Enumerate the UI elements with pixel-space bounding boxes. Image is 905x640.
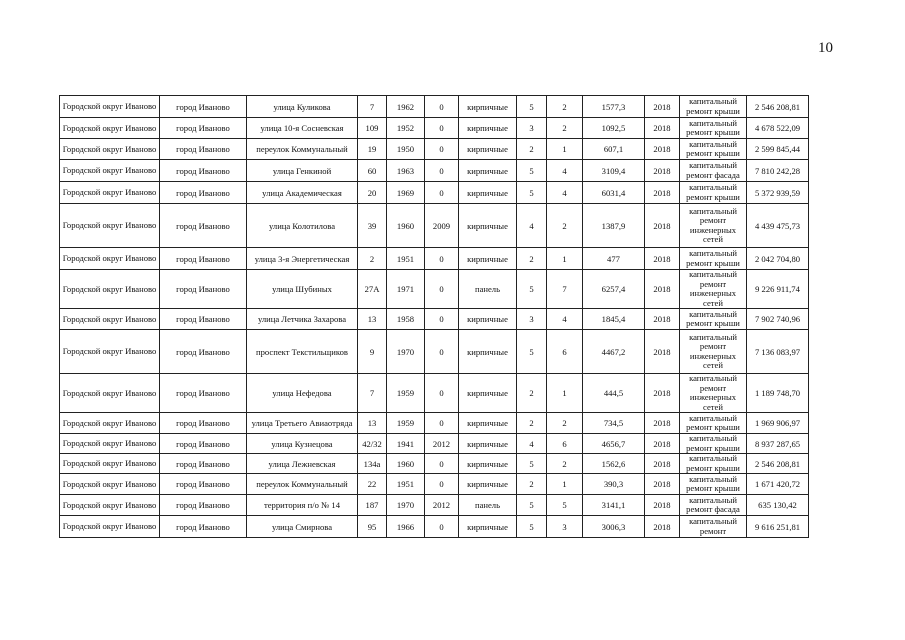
year-built-cell: 1951: [387, 474, 425, 495]
house-number-cell: 2: [358, 248, 387, 270]
entrances-cell: 1: [547, 139, 583, 160]
cost-cell: 7 810 242,28: [747, 160, 809, 182]
floors-cell: 2: [517, 413, 547, 434]
entrances-cell: 1: [547, 248, 583, 270]
area-cell: 1562,6: [583, 454, 645, 474]
entrances-cell: 5: [547, 495, 583, 516]
floors-cell: 4: [517, 204, 547, 248]
okrug-cell: Городской округ Иваново: [60, 248, 160, 270]
plan-year-cell: 2018: [645, 248, 680, 270]
floors-cell: 2: [517, 474, 547, 495]
cost-cell: 1 189 748,70: [747, 374, 809, 413]
okrug-cell: Городской округ Иваново: [60, 413, 160, 434]
okrug-cell: Городской округ Иваново: [60, 374, 160, 413]
entrances-cell: 6: [547, 434, 583, 454]
page-number: 10: [818, 40, 833, 56]
plan-year-cell: 2018: [645, 495, 680, 516]
plan-year-cell: 2018: [645, 434, 680, 454]
year-renovated-cell: 2012: [425, 434, 459, 454]
year-built-cell: 1962: [387, 96, 425, 118]
cost-cell: 8 937 287,65: [747, 434, 809, 454]
house-number-cell: 22: [358, 474, 387, 495]
year-renovated-cell: 0: [425, 330, 459, 374]
floors-cell: 5: [517, 270, 547, 309]
city-cell: город Иваново: [160, 270, 247, 309]
work-type-cell: капитальный ремонт инженерных сетей: [680, 270, 747, 309]
floors-cell: 2: [517, 374, 547, 413]
okrug-cell: Городской округ Иваново: [60, 434, 160, 454]
house-number-cell: 187: [358, 495, 387, 516]
wall-material-cell: кирпичные: [459, 118, 517, 139]
table-row: [60, 374, 809, 413]
table-row: [60, 182, 809, 204]
cost-cell: 635 130,42: [747, 495, 809, 516]
wall-material-cell: панель: [459, 270, 517, 309]
cost-cell: 9 616 251,81: [747, 516, 809, 538]
work-type-cell: капитальный ремонт инженерных сетей: [680, 330, 747, 374]
year-renovated-cell: 0: [425, 374, 459, 413]
okrug-cell: Городской округ Иваново: [60, 204, 160, 248]
wall-material-cell: кирпичные: [459, 330, 517, 374]
cost-cell: 4 678 522,09: [747, 118, 809, 139]
year-built-cell: 1950: [387, 139, 425, 160]
cost-cell: 5 372 939,59: [747, 182, 809, 204]
street-cell: улица Нефедова: [247, 374, 358, 413]
city-cell: город Иваново: [160, 454, 247, 474]
street-cell: улица Лежневская: [247, 454, 358, 474]
table-row: [60, 204, 809, 248]
year-built-cell: 1969: [387, 182, 425, 204]
table-row: [60, 454, 809, 474]
wall-material-cell: кирпичные: [459, 454, 517, 474]
floors-cell: 4: [517, 434, 547, 454]
city-cell: город Иваново: [160, 139, 247, 160]
city-cell: город Иваново: [160, 118, 247, 139]
table-row: [60, 96, 809, 118]
area-cell: 477: [583, 248, 645, 270]
year-built-cell: 1959: [387, 374, 425, 413]
floors-cell: 5: [517, 330, 547, 374]
area-cell: 3141,1: [583, 495, 645, 516]
house-number-cell: 109: [358, 118, 387, 139]
okrug-cell: Городской округ Иваново: [60, 495, 160, 516]
work-type-cell: капитальный ремонт фасада: [680, 495, 747, 516]
floors-cell: 5: [517, 454, 547, 474]
year-renovated-cell: 0: [425, 182, 459, 204]
house-number-cell: 39: [358, 204, 387, 248]
year-renovated-cell: 0: [425, 516, 459, 538]
work-type-cell: капитальный ремонт: [680, 516, 747, 538]
wall-material-cell: кирпичные: [459, 139, 517, 160]
okrug-cell: Городской округ Иваново: [60, 96, 160, 118]
plan-year-cell: 2018: [645, 516, 680, 538]
entrances-cell: 2: [547, 413, 583, 434]
year-renovated-cell: 0: [425, 139, 459, 160]
cost-cell: 9 226 911,74: [747, 270, 809, 309]
table-body: [60, 96, 809, 538]
okrug-cell: Городской округ Иваново: [60, 516, 160, 538]
work-type-cell: капитальный ремонт инженерных сетей: [680, 374, 747, 413]
year-renovated-cell: 0: [425, 96, 459, 118]
entrances-cell: 4: [547, 309, 583, 330]
okrug-cell: Городской округ Иваново: [60, 474, 160, 495]
street-cell: улица 10-я Сосневская: [247, 118, 358, 139]
area-cell: 3006,3: [583, 516, 645, 538]
house-number-cell: 7: [358, 374, 387, 413]
cost-cell: 4 439 475,73: [747, 204, 809, 248]
area-cell: 1387,9: [583, 204, 645, 248]
wall-material-cell: панель: [459, 495, 517, 516]
house-number-cell: 13: [358, 413, 387, 434]
city-cell: город Иваново: [160, 474, 247, 495]
work-type-cell: капитальный ремонт крыши: [680, 139, 747, 160]
entrances-cell: 6: [547, 330, 583, 374]
year-renovated-cell: 0: [425, 474, 459, 495]
plan-year-cell: 2018: [645, 374, 680, 413]
work-type-cell: капитальный ремонт крыши: [680, 182, 747, 204]
work-type-cell: капитальный ремонт крыши: [680, 413, 747, 434]
year-built-cell: 1952: [387, 118, 425, 139]
okrug-cell: Городской округ Иваново: [60, 118, 160, 139]
year-built-cell: 1958: [387, 309, 425, 330]
year-built-cell: 1960: [387, 454, 425, 474]
cost-cell: 2 546 208,81: [747, 454, 809, 474]
street-cell: проспект Текстильщиков: [247, 330, 358, 374]
work-type-cell: капитальный ремонт крыши: [680, 434, 747, 454]
area-cell: 3109,4: [583, 160, 645, 182]
year-renovated-cell: 0: [425, 118, 459, 139]
cost-cell: 2 042 704,80: [747, 248, 809, 270]
street-cell: улица Шубиных: [247, 270, 358, 309]
cost-cell: 7 136 083,97: [747, 330, 809, 374]
table-row: [60, 434, 809, 454]
city-cell: город Иваново: [160, 330, 247, 374]
street-cell: улица Третьего Авиаотряда: [247, 413, 358, 434]
housing-repair-table: [59, 95, 809, 538]
work-type-cell: капитальный ремонт крыши: [680, 96, 747, 118]
house-number-cell: 60: [358, 160, 387, 182]
table-row: [60, 495, 809, 516]
entrances-cell: 1: [547, 474, 583, 495]
year-built-cell: 1971: [387, 270, 425, 309]
table-row: [60, 139, 809, 160]
plan-year-cell: 2018: [645, 413, 680, 434]
year-built-cell: 1963: [387, 160, 425, 182]
plan-year-cell: 2018: [645, 309, 680, 330]
area-cell: 1577,3: [583, 96, 645, 118]
wall-material-cell: кирпичные: [459, 96, 517, 118]
city-cell: город Иваново: [160, 374, 247, 413]
floors-cell: 2: [517, 139, 547, 160]
cost-cell: 7 902 740,96: [747, 309, 809, 330]
house-number-cell: 20: [358, 182, 387, 204]
city-cell: город Иваново: [160, 248, 247, 270]
year-renovated-cell: 0: [425, 270, 459, 309]
wall-material-cell: кирпичные: [459, 160, 517, 182]
area-cell: 1845,4: [583, 309, 645, 330]
plan-year-cell: 2018: [645, 270, 680, 309]
street-cell: улица Академическая: [247, 182, 358, 204]
work-type-cell: капитальный ремонт фасада: [680, 160, 747, 182]
street-cell: улица Колотилова: [247, 204, 358, 248]
city-cell: город Иваново: [160, 434, 247, 454]
year-built-cell: 1959: [387, 413, 425, 434]
house-number-cell: 27А: [358, 270, 387, 309]
plan-year-cell: 2018: [645, 454, 680, 474]
plan-year-cell: 2018: [645, 139, 680, 160]
wall-material-cell: кирпичные: [459, 309, 517, 330]
wall-material-cell: кирпичные: [459, 248, 517, 270]
okrug-cell: Городской округ Иваново: [60, 182, 160, 204]
street-cell: переулок Коммунальный: [247, 474, 358, 495]
street-cell: улица Кузнецова: [247, 434, 358, 454]
street-cell: улица Летчика Захарова: [247, 309, 358, 330]
house-number-cell: 7: [358, 96, 387, 118]
year-built-cell: 1960: [387, 204, 425, 248]
table-row: [60, 118, 809, 139]
area-cell: 734,5: [583, 413, 645, 434]
okrug-cell: Городской округ Иваново: [60, 270, 160, 309]
floors-cell: 5: [517, 495, 547, 516]
table-row: [60, 270, 809, 309]
entrances-cell: 2: [547, 96, 583, 118]
year-built-cell: 1970: [387, 330, 425, 374]
area-cell: 607,1: [583, 139, 645, 160]
table-row: [60, 413, 809, 434]
area-cell: 444,5: [583, 374, 645, 413]
city-cell: город Иваново: [160, 160, 247, 182]
entrances-cell: 2: [547, 454, 583, 474]
street-cell: улица Генкиной: [247, 160, 358, 182]
entrances-cell: 1: [547, 374, 583, 413]
house-number-cell: 134а: [358, 454, 387, 474]
table-row: [60, 248, 809, 270]
floors-cell: 5: [517, 96, 547, 118]
work-type-cell: капитальный ремонт крыши: [680, 454, 747, 474]
table-row: [60, 160, 809, 182]
year-renovated-cell: 0: [425, 309, 459, 330]
city-cell: город Иваново: [160, 204, 247, 248]
city-cell: город Иваново: [160, 182, 247, 204]
work-type-cell: капитальный ремонт крыши: [680, 118, 747, 139]
year-built-cell: 1970: [387, 495, 425, 516]
cost-cell: 2 599 845,44: [747, 139, 809, 160]
house-number-cell: 9: [358, 330, 387, 374]
area-cell: 4467,2: [583, 330, 645, 374]
table-row: [60, 330, 809, 374]
area-cell: 6031,4: [583, 182, 645, 204]
floors-cell: 5: [517, 160, 547, 182]
year-renovated-cell: 0: [425, 160, 459, 182]
city-cell: город Иваново: [160, 309, 247, 330]
cost-cell: 1 671 420,72: [747, 474, 809, 495]
okrug-cell: Городской округ Иваново: [60, 309, 160, 330]
city-cell: город Иваново: [160, 413, 247, 434]
plan-year-cell: 2018: [645, 160, 680, 182]
plan-year-cell: 2018: [645, 330, 680, 374]
okrug-cell: Городской округ Иваново: [60, 454, 160, 474]
wall-material-cell: кирпичные: [459, 474, 517, 495]
house-number-cell: 13: [358, 309, 387, 330]
city-cell: город Иваново: [160, 96, 247, 118]
work-type-cell: капитальный ремонт крыши: [680, 309, 747, 330]
cost-cell: 1 969 906,97: [747, 413, 809, 434]
area-cell: 390,3: [583, 474, 645, 495]
okrug-cell: Городской округ Иваново: [60, 139, 160, 160]
year-renovated-cell: 0: [425, 413, 459, 434]
entrances-cell: 2: [547, 204, 583, 248]
floors-cell: 5: [517, 182, 547, 204]
area-cell: 6257,4: [583, 270, 645, 309]
wall-material-cell: кирпичные: [459, 516, 517, 538]
street-cell: улица Куликова: [247, 96, 358, 118]
table-row: [60, 516, 809, 538]
year-built-cell: 1966: [387, 516, 425, 538]
street-cell: территория п/о № 14: [247, 495, 358, 516]
house-number-cell: 95: [358, 516, 387, 538]
cost-cell: 2 546 208,81: [747, 96, 809, 118]
city-cell: город Иваново: [160, 495, 247, 516]
work-type-cell: капитальный ремонт крыши: [680, 474, 747, 495]
city-cell: город Иваново: [160, 516, 247, 538]
wall-material-cell: кирпичные: [459, 182, 517, 204]
wall-material-cell: кирпичные: [459, 204, 517, 248]
entrances-cell: 7: [547, 270, 583, 309]
wall-material-cell: кирпичные: [459, 434, 517, 454]
floors-cell: 5: [517, 516, 547, 538]
year-renovated-cell: 2009: [425, 204, 459, 248]
work-type-cell: капитальный ремонт крыши: [680, 248, 747, 270]
entrances-cell: 2: [547, 118, 583, 139]
area-cell: 1092,5: [583, 118, 645, 139]
work-type-cell: капитальный ремонт инженерных сетей: [680, 204, 747, 248]
year-renovated-cell: 0: [425, 454, 459, 474]
table-row: [60, 474, 809, 495]
floors-cell: 3: [517, 309, 547, 330]
year-built-cell: 1941: [387, 434, 425, 454]
entrances-cell: 3: [547, 516, 583, 538]
year-renovated-cell: 2012: [425, 495, 459, 516]
floors-cell: 2: [517, 248, 547, 270]
area-cell: 4656,7: [583, 434, 645, 454]
house-number-cell: 19: [358, 139, 387, 160]
okrug-cell: Городской округ Иваново: [60, 330, 160, 374]
okrug-cell: Городской округ Иваново: [60, 160, 160, 182]
entrances-cell: 4: [547, 182, 583, 204]
table-row: [60, 309, 809, 330]
plan-year-cell: 2018: [645, 474, 680, 495]
year-built-cell: 1951: [387, 248, 425, 270]
wall-material-cell: кирпичные: [459, 374, 517, 413]
year-renovated-cell: 0: [425, 248, 459, 270]
floors-cell: 3: [517, 118, 547, 139]
entrances-cell: 4: [547, 160, 583, 182]
street-cell: переулок Коммунальный: [247, 139, 358, 160]
plan-year-cell: 2018: [645, 182, 680, 204]
plan-year-cell: 2018: [645, 118, 680, 139]
street-cell: улица Смирнова: [247, 516, 358, 538]
house-number-cell: 42/32: [358, 434, 387, 454]
street-cell: улица 3-я Энергетическая: [247, 248, 358, 270]
plan-year-cell: 2018: [645, 96, 680, 118]
wall-material-cell: кирпичные: [459, 413, 517, 434]
plan-year-cell: 2018: [645, 204, 680, 248]
